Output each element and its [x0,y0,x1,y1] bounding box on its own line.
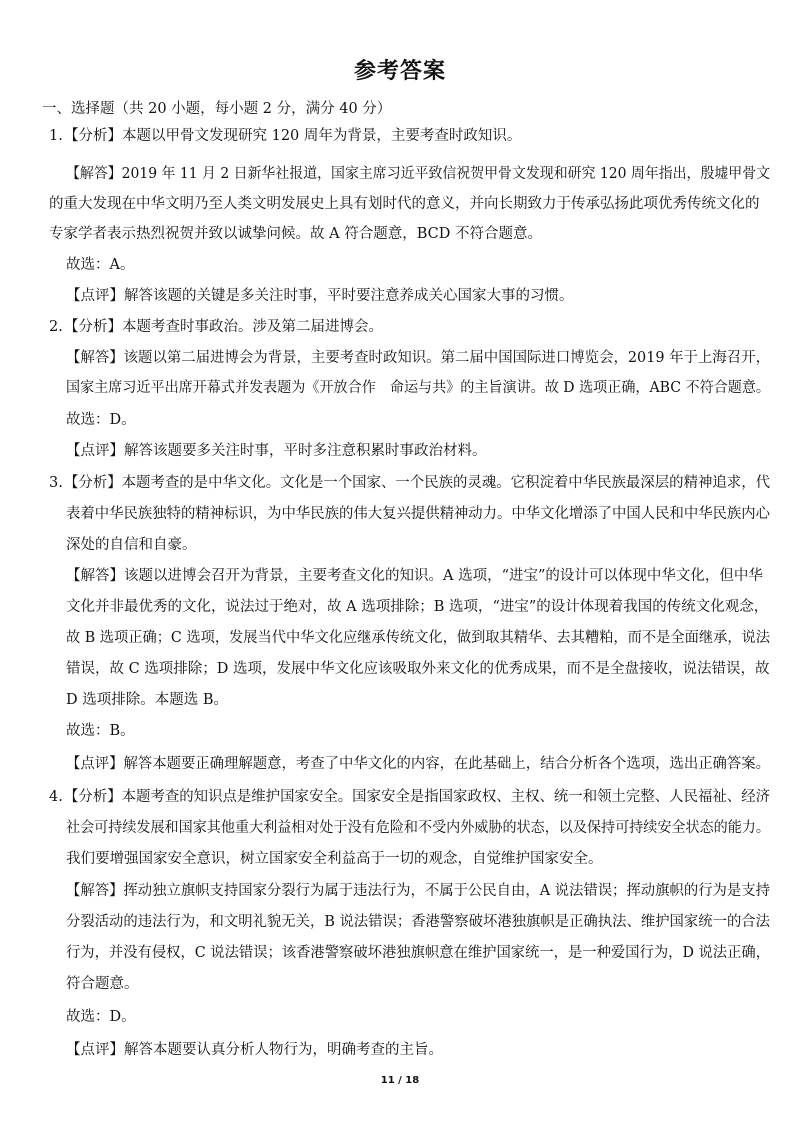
page-title: 参考答案 [353,59,446,84]
q3-comment: 【点评】解答本题要正确理解题意，考查了中华文化的内容，在此基础上，结合分析各个选项，选出正确答案。 [66,756,771,772]
q2-comment: 【点评】解答该题要多关注时事，平时多注意积累时事政治材料。 [66,443,487,459]
page-number: 11 / 18 [380,1075,420,1086]
q4-comment: 【点评】解答本题要认真分析人物行为，明确考查的主旨。 [66,1042,443,1058]
q4-solution-line: 行为，并没有侵权，C 说法错误；该香港警察破坏港独旗帜意在维护国家统一，是一种爱国行为，D 说法正确， [66,945,771,961]
q1-solution-line: 的重大发现在中华文明乃至人类文明发展史上具有划时代的意义，并向长期致力于传承弘扬此项优秀传统文化的 [49,196,760,212]
q1-comment: 【点评】解答该题的关键是多关注时事，平时要注意养成关心国家大事的习惯。 [66,288,574,304]
q1-solution-line: 专家学者表示热烈祝贺并致以诚挚问候。故 A 符合题意，BCD 不符合题意。 [49,226,542,242]
section-heading: 一、选择题（共 20 小题，每小题 2 分，满分 40 分） [42,101,392,117]
q3-analysis-line: 深处的自信和自豪。 [66,537,197,553]
q4-analysis-line: 【分析】本题考查的知识点是维护国家安全。国家安全是指国家政权、主权、统一和领土完整、人民福祉、经济 [64,789,771,805]
q1-solution-line: 【解答】2019 年 11 月 2 日新华社报道，国家主席习近平致信祝贺甲骨文发现和研究 120 周年指出，殷墟甲骨文 [66,166,771,182]
q2-analysis: 【分析】本题考查时事政治。涉及第二届进博会。 [64,319,383,335]
q3-solution-line: 【解答】该题以进博会召开为背景，主要考查文化的知识。A 选项，“进宝”的设计可以体现中华文化，但中华 [66,568,763,584]
q3-solution-line: 文化并非最优秀的文化，说法过于绝对，故 A 选项排除；B 选项，“进宝”的设计体现着我国的传统文化观念， [66,599,769,615]
q1-number: 1. [49,128,63,144]
q4-solution-line: 符合题意。 [66,976,139,992]
q4-analysis-line: 我们要增强国家安全意识，树立国家安全利益高于一切的观念，自觉维护国家安全。 [66,851,603,867]
q3-number: 3. [49,475,63,491]
q3-solution-line: 错误，故 C 选项排除；D 选项，发展中华文化应该吸取外来文化的优秀成果，而不是全盘接收，说法错误，故 [66,661,770,677]
q1-answer: 故选：A。 [66,257,135,273]
q4-analysis-line: 社会可持续发展和国家其他重大利益相对处于没有危险和不受内外威胁的状态，以及保持可持续安全状态的能力。 [66,820,770,836]
q3-solution-line: D 选项排除。本题选 B。 [66,692,228,708]
q3-analysis-line: 【分析】本题考查的是中华文化。文化是一个国家、一个民族的灵魂。它积淀着中华民族最深层的精神追求，代 [64,475,771,491]
q4-solution-line: 【解答】挥动独立旗帜支持国家分裂行为属于违法行为，不属于公民自由，A 说法错误；挥动旗帜的行为是支持 [66,883,770,899]
q4-solution-line: 分裂活动的违法行为，和文明礼貌无关，B 说法错误；香港警察破坏港独旗帜是正确执法、维护国家统一的合法 [66,914,771,930]
q2-solution-line: 国家主席习近平出席开幕式并发表题为《开放合作 命运与共》的主旨演讲。故 D 选项正确，ABC 不符合题意。 [66,380,771,396]
q2-answer: 故选：D。 [66,412,136,428]
q1-analysis: 【分析】本题以甲骨文发现研究 120 周年为背景，主要考查时政知识。 [64,128,522,144]
q2-number: 2. [49,319,63,335]
q3-answer: 故选：B。 [66,723,135,739]
q2-solution-line: 【解答】该题以第二届进博会为背景，主要考查时政知识。第二届中国国际进口博览会，2019 年于上海召开， [66,350,770,366]
q3-solution-line: 故 B 选项正确；C 选项，发展当代中华文化应继承传统文化，做到取其精华、去其糟粕，而不是全面继承，说法 [66,630,771,646]
q3-analysis-line: 表着中华民族独特的精神标识，为中华民族的伟大复兴提供精神动力。中华文化增添了中国人民和中华民族内心 [66,506,771,522]
q4-number: 4. [49,789,63,805]
q4-answer: 故选：D。 [66,1009,136,1025]
